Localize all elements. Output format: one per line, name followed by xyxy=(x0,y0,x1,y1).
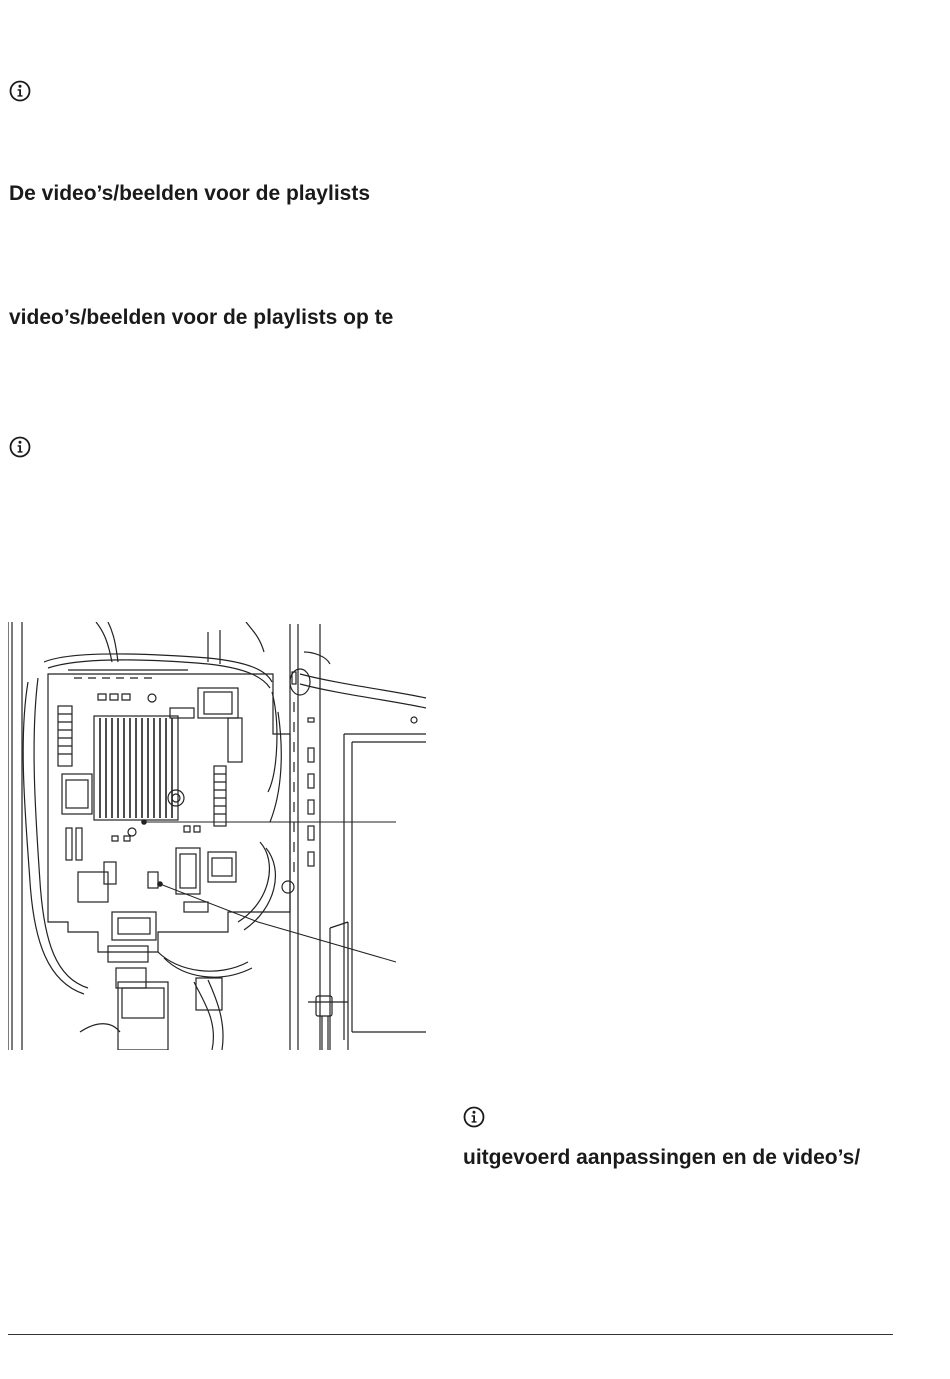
circuit-board-illustration xyxy=(8,622,428,1050)
section-heading: De video’s/beelden voor de playlists xyxy=(9,182,371,205)
footer-divider xyxy=(8,1334,893,1335)
info-icon xyxy=(9,80,31,102)
section-heading: video’s/beelden voor de playlists op te xyxy=(9,306,394,329)
section-heading: uitgevoerd aanpassingen en de video’s/ xyxy=(463,1146,861,1169)
info-icon xyxy=(463,1106,485,1128)
info-icon xyxy=(9,436,31,458)
